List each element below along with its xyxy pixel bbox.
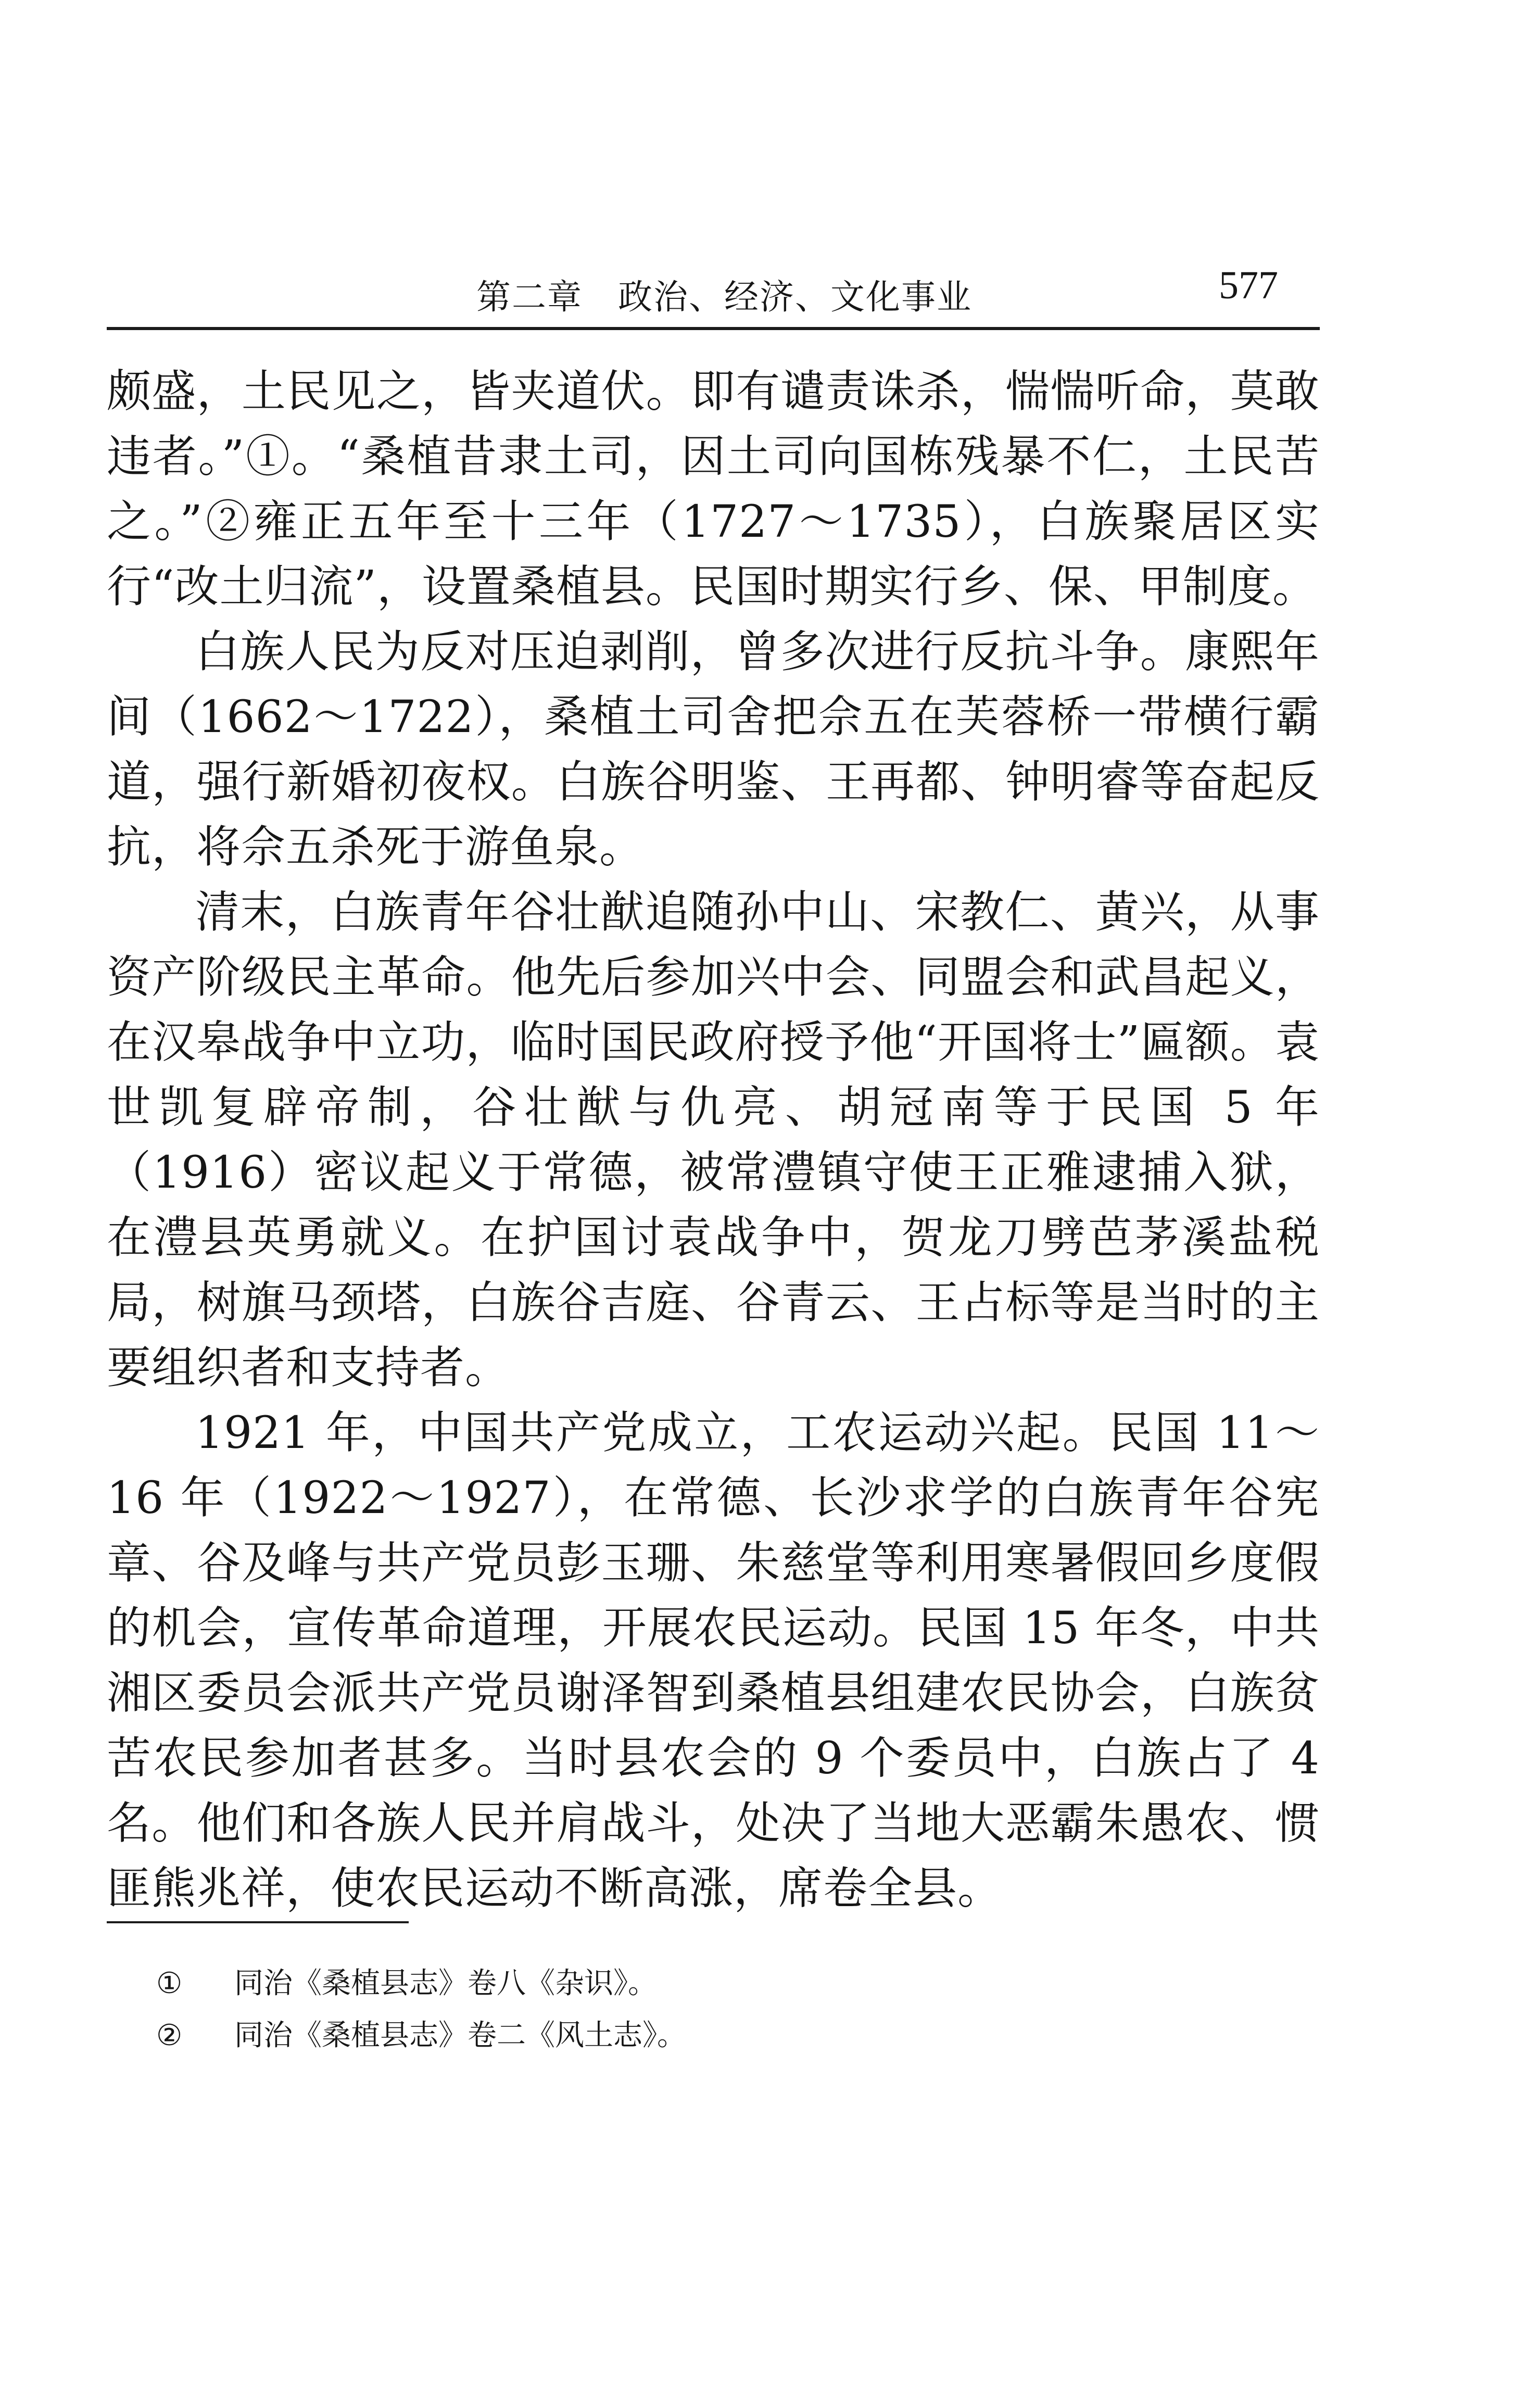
footnote-text: 同治《桑植县志》卷二《风土志》。 (234, 2019, 686, 2052)
footnote-rule (107, 1921, 409, 1923)
footnote (156, 1958, 1249, 2010)
footnote-mark: ② (156, 2019, 183, 2052)
paragraph-continued: 颇盛，土民见之，皆夹道伏。即有谴责诛杀，惴惴听命，莫敢违者。”①。“桑植昔隶土司，因土司向国栋残暴不仁，土民苦之。”②雍正五年至十三年（1727～1735），白族聚居区实行“改土归流”，设置桑植县。民国时期实行乡、保、甲制度。 (107, 366, 1320, 613)
chapter-title: 第二章 政治、经济、文化事业 (476, 277, 972, 317)
header-rule (107, 327, 1320, 330)
page-header (107, 258, 1315, 320)
footnote-text: 同治《桑植县志》卷八《杂识》。 (234, 1967, 657, 2000)
paragraph: 清末，白族青年谷壮猷追随孙中山、宋教仁、黄兴，从事资产阶级民主革命。他先后参加兴中会、同盟会和武昌起义，在汉皋战争中立功，临时国民政府授予他“开国将士”匾额。袁世凯复辟帝制，谷壮猷与仇亮、胡冠南等于民国 5 年（1916）密议起义于常德，被常澧镇守使王正雅逮捕入狱，在澧县英勇就义。在护国讨袁战争中，贺龙刀劈芭茅溪盐税局，树旗马颈塔，白族谷吉庭、谷青云、王占标等是当时的主要组织者和支持者。 (107, 887, 1320, 1394)
paragraph: 1921 年，中国共产党成立，工农运动兴起。民国 11～16 年（1922～1927），在常德、长沙求学的白族青年谷宪章、谷及峰与共产党员彭玉珊、朱慈堂等利用寒暑假回乡度假的机会，宣传革命道理，开展农民运动。民国 15 年冬，中共湘区委员会派共产党员谢泽智到桑植县组建农民协会，白族贫苦农民参加者甚多。当时县农会的 9 个委员中，白族占了 4 名。他们和各族人民并肩战斗，处决了当地大恶霸朱愚农、惯匪熊兆祥，使农民运动不断高涨，席卷全县。 (107, 1407, 1320, 1914)
body-text (107, 359, 1320, 1921)
page-number: 577 (1219, 263, 1278, 307)
paragraph: 白族人民为反对压迫剥削，曾多次进行反抗斗争。康熙年间（1662～1722），桑植土司舍把佘五在芙蓉桥一带横行霸道，强行新婚初夜权。白族谷明鉴、王再都、钟明睿等奋起反抗，将佘五杀死于游鱼泉。 (107, 626, 1320, 873)
footnote-mark: ① (156, 1967, 183, 2000)
footnotes (156, 1958, 1249, 2062)
footnote (156, 2010, 1249, 2062)
